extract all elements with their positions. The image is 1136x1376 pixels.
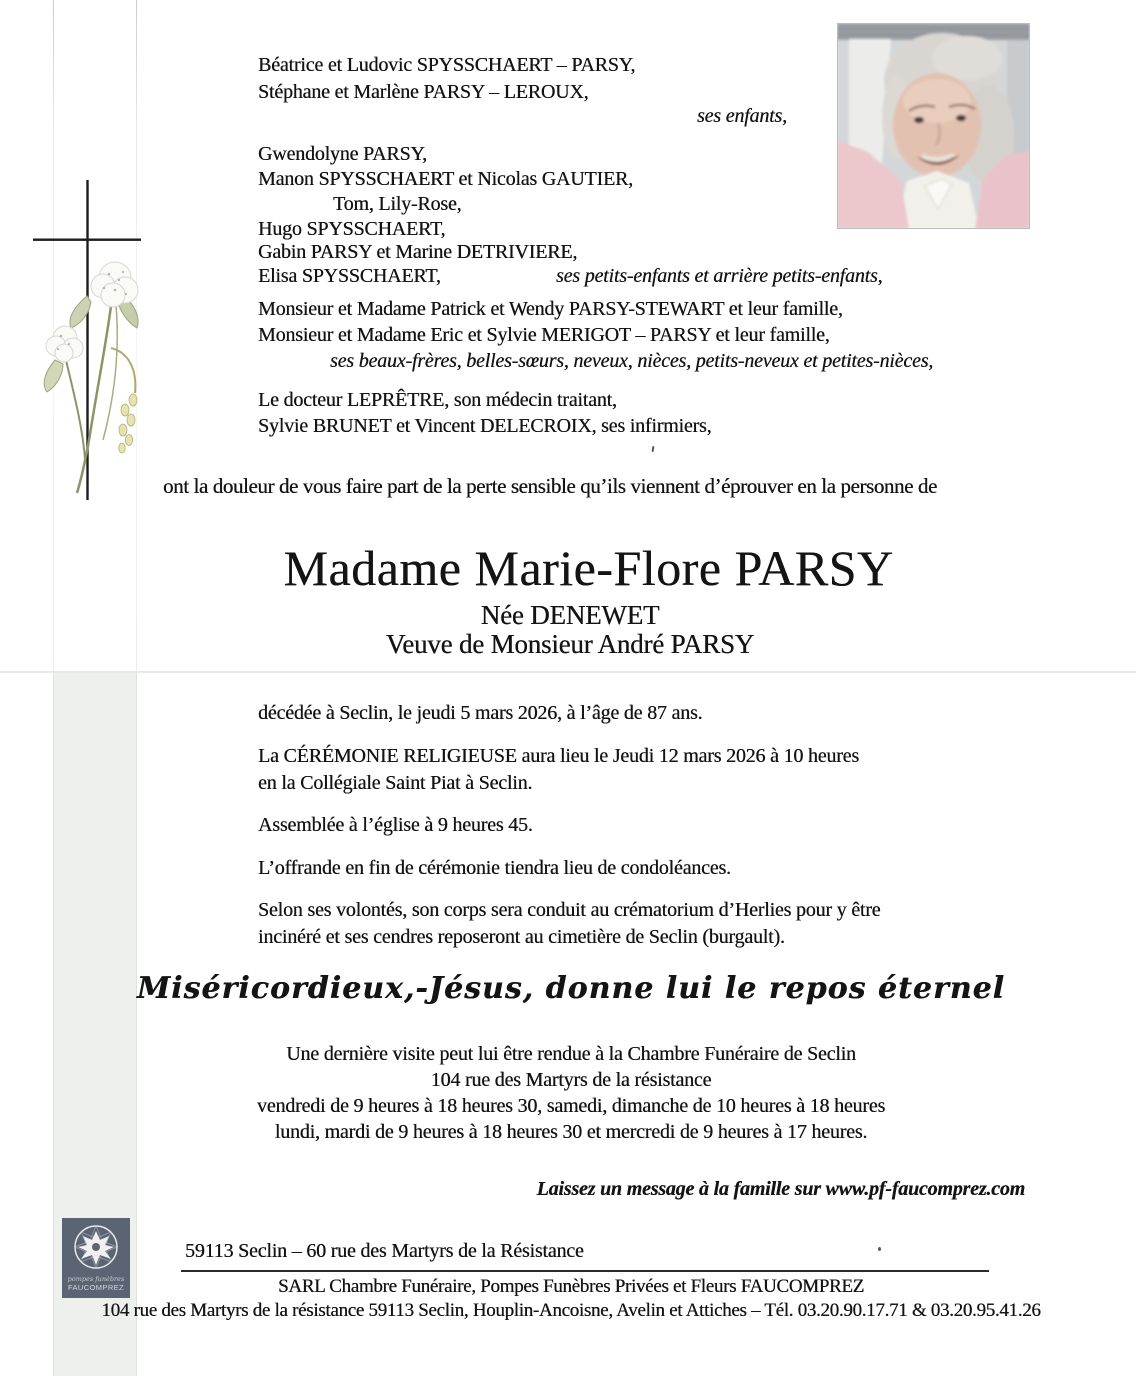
condolence-message-line: Laissez un message à la famille sur www.pf-faucomprez.com [536,1178,1025,1200]
carer-line: Sylvie BRUNET et Vincent DELECROIX, ses infirmiers, [258,415,712,437]
company-address-line: 104 rue des Martyrs de la résistance 59113 Seclin, Houplin-Ancoisne, Avelin et Attiches – Tél. 03.20.90.17.71 & 03.20.95.41.26 [101,1300,1041,1321]
visit-line: 104 rue des Martyrs de la résistance [430,1069,712,1091]
funeral-home-address: 59113 Seclin – 60 rue des Martyrs de la Résistance [185,1240,584,1262]
carer-line: Le docteur LEPRÊTRE, son médecin traitant, [258,389,617,411]
children-line: Stéphane et Marlène PARSY – LEROUX, [258,81,589,103]
offering-line: L’offrande en fin de cérémonie tiendra lieu de condoléances. [258,857,731,879]
grandchild-line: Gwendolyne PARSY, [258,143,427,165]
death-line: décédée à Seclin, le jeudi 5 mars 2026, à l’âge de 87 ans. [258,702,703,724]
logo-name: FAUCOMPREZ [67,1283,125,1292]
stray-mark [652,446,655,452]
grandchild-line: Manon SPYSSCHAERT et Nicolas GAUTIER, [258,168,633,190]
children-line: Béatrice et Ludovic SPYSSCHAERT – PARSY, [258,54,636,76]
footer-divider [181,1270,989,1272]
grandchild-line: Hugo SPYSSCHAERT, [258,218,446,240]
white-flower-head-1 [91,262,138,307]
white-flower-head-2 [46,326,83,362]
cross-horizontal-bar [33,239,141,241]
logo-tagline: pompes funèbres [67,1275,125,1283]
cremation-line: Selon ses volontés, son corps sera conduit au crématorium d’Herlies pour y être [258,899,881,921]
children-label: ses enfants, [697,105,787,127]
ceremony-line: La CÉRÉMONIE RELIGIEUSE aura lieu le Jeudi 12 mars 2026 à 10 heures [258,745,859,767]
ceremony-line: en la Collégiale Saint Piat à Seclin. [258,772,533,794]
faucomprez-logo [62,1218,130,1298]
company-name-line: SARL Chambre Funéraire, Pompes Funèbres Privées et Fleurs FAUCOMPREZ [278,1276,864,1297]
widow-line: Veuve de Monsieur André PARSY [385,629,755,659]
visit-line: lundi, mardi de 9 heures à 18 heures 30 et mercredi de 9 heures à 17 heures. [274,1121,868,1143]
cremation-line: incinéré et ses cendres reposeront au cimetière de Seclin (burgault). [258,926,785,948]
maiden-name: Née DENEWET [480,600,660,630]
deceased-name: Madame Marie-Flore PARSY [283,540,894,596]
photo-face [893,73,981,177]
grandchild-line: Tom, Lily-Rose, [333,193,462,215]
stray-dot [878,1247,881,1251]
visit-line: Une dernière visite peut lui être rendue à la Chambre Funéraire de Seclin [286,1043,856,1065]
drooping-seed-head [119,394,137,453]
announcement-intro: ont la douleur de vous faire part de la perte sensible qu’ils viennent d’éprouver en la personne de [163,474,937,498]
portrait-photo [837,23,1030,229]
cross-and-flowers-illustration [25,178,175,508]
prayer-line: Miséricordieux,-Jésus, donne lui le repos éternel [136,971,1006,1006]
assembly-line: Assemblée à l’église à 9 heures 45. [258,814,533,836]
grandchildren-label: ses petits-enfants et arrière petits-enfants, [556,265,883,287]
logo-star-center [92,1243,100,1251]
visit-line: vendredi de 9 heures à 18 heures 30, samedi, dimanche de 10 heures à 18 heures [256,1095,886,1117]
inlaws-label: ses beaux-frères, belles-sœurs, neveux, nièces, petits-neveux et petites-nièces, [330,350,934,372]
scan-crease-line [0,671,1136,673]
inlaws-line: Monsieur et Madame Patrick et Wendy PARSY-STEWART et leur famille, [258,298,843,320]
grandchild-line: Gabin PARSY et Marine DETRIVIERE, [258,241,578,263]
grandchild-line: Elisa SPYSSCHAERT, [258,265,441,287]
inlaws-line: Monsieur et Madame Eric et Sylvie MERIGOT – PARSY et leur famille, [258,324,830,346]
